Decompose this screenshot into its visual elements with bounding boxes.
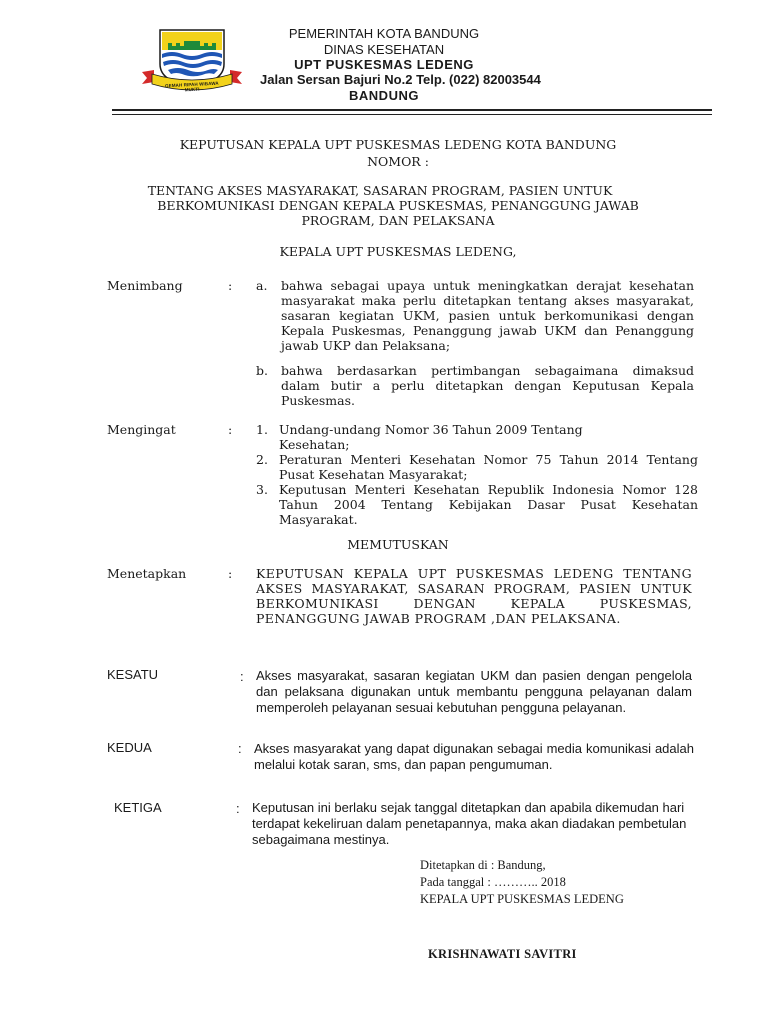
mengingat-item-3: Keputusan Menteri Kesehatan Republik Indonesia Nomor 128 Tahun 2004 Tentang Kebijakan Dasar Pusat Kesehatan Masyarakat. xyxy=(279,482,698,527)
menimbang-marker-a: a. xyxy=(256,278,268,293)
ketiga-label: KETIGA xyxy=(114,800,162,815)
letterhead-address: Jalan Sersan Bajuri No.2 Telp. (022) 82003544 xyxy=(260,72,541,87)
ketiga-colon: : xyxy=(236,801,240,816)
mengingat-item-1: Undang-undang Nomor 36 Tahun 2009 Tentang Kesehatan; xyxy=(279,422,583,452)
menetapkan-label: Menetapkan xyxy=(107,566,187,581)
kedua-text: Akses masyarakat yang dapat digunakan sebagai media komunikasi adalah melalui kotak saran, sms, dan papan pengumuman. xyxy=(254,741,694,772)
menimbang-item-b: bahwa berdasarkan pertimbangan sebagaimana dimaksud dalam butir a perlu ditetapkan dengan Keputusan Kepala Puskesmas. xyxy=(281,363,694,408)
menetapkan-colon: : xyxy=(228,566,233,581)
logo-motto: GEMAH RIPAH WIBAWA MUKTI xyxy=(164,80,219,93)
letterhead-unit: UPT PUSKESMAS LEDENG xyxy=(294,57,474,72)
kedua-colon: : xyxy=(238,741,242,756)
signature-position: KEPALA UPT PUSKESMAS LEDENG xyxy=(420,892,624,906)
letterhead-government: PEMERINTAH KOTA BANDUNG xyxy=(288,26,480,41)
kedua-label: KEDUA xyxy=(107,740,152,755)
mengingat-marker-3: 3. xyxy=(256,482,268,497)
menetapkan-text: KEPUTUSAN KEPALA UPT PUSKESMAS LEDENG TENTANG AKSES MASYARAKAT, SASARAN PROGRAM, PASIEN UNTUK BERKOMUNIKASI DENGAN KEPALA PUSKESMAS, PENANGGUNG JAWAB PROGRAM ,DAN PELAKSANA. xyxy=(256,566,692,626)
ketiga-text: Keputusan ini berlaku sejak tanggal ditetapkan dan apabila dikemudan hari terdapat kekeliruan dalam penetapannya, maka akan diadakan pembetulan sebagaimana mestinya. xyxy=(252,800,687,847)
decree-subject-line2: BERKOMUNIKASI DENGAN KEPALA PUSKESMAS, PENANGGUNG JAWAB xyxy=(157,198,639,213)
mengingat-marker-1: 1. xyxy=(256,422,268,437)
menimbang-item-a: bahwa sebagai upaya untuk meningkatkan derajat kesehatan masyarakat maka perlu ditetapkan tentang akses masyarakat, sasaran kegiatan UKM, pasien untuk berkomunikasi dengan Kepala Puskesmas, Penanggung jawab UKM dan Penanggung jawab UKP dan Pelaksana; xyxy=(281,278,694,353)
decree-number: NOMOR : xyxy=(367,154,429,169)
mengingat-item-2: Peraturan Menteri Kesehatan Nomor 75 Tahun 2014 Tentang Pusat Kesehatan Masyarakat; xyxy=(279,452,698,482)
kesatu-colon: : xyxy=(240,669,244,684)
signature-date: Pada tanggal : ……….. 2018 xyxy=(420,875,566,889)
menimbang-colon: : xyxy=(228,278,233,293)
menimbang-marker-b: b. xyxy=(256,363,268,378)
kesatu-label: KESATU xyxy=(107,667,159,682)
decree-title: KEPUTUSAN KEPALA UPT PUSKESMAS LEDENG KOTA BANDUNG xyxy=(179,137,617,152)
decree-issuer: KEPALA UPT PUSKESMAS LEDENG, xyxy=(279,244,517,259)
mengingat-marker-2: 2. xyxy=(256,452,268,467)
decree-subject-line3: PROGRAM, DAN PELAKSANA xyxy=(301,213,495,228)
menimbang-label: Menimbang xyxy=(107,278,183,293)
signatory-name: KRISHNAWATI SAVITRI xyxy=(428,947,577,961)
letterhead-department: DINAS KESEHATAN xyxy=(323,42,445,57)
decree-subject-line1: TENTANG AKSES MASYARAKAT, SASARAN PROGRAM, PASIEN UNTUK xyxy=(147,183,613,198)
memutuskan-heading: MEMUTUSKAN xyxy=(347,537,449,552)
kesatu-text: Akses masyarakat, sasaran kegiatan UKM dan pasien dengan pengelola dan pelaksana digunakan untuk membantu pengguna pelayanan dalam memperoleh pelayanan sesuai kebutuhan pengguna pelayanan. xyxy=(256,668,692,715)
mengingat-label: Mengingat xyxy=(107,422,176,437)
header-divider-thin xyxy=(112,114,712,115)
letterhead-city: BANDUNG xyxy=(349,88,419,103)
signature-place: Ditetapkan di : Bandung, xyxy=(420,858,546,872)
header-divider-thick xyxy=(112,109,712,111)
mengingat-colon: : xyxy=(228,422,233,437)
